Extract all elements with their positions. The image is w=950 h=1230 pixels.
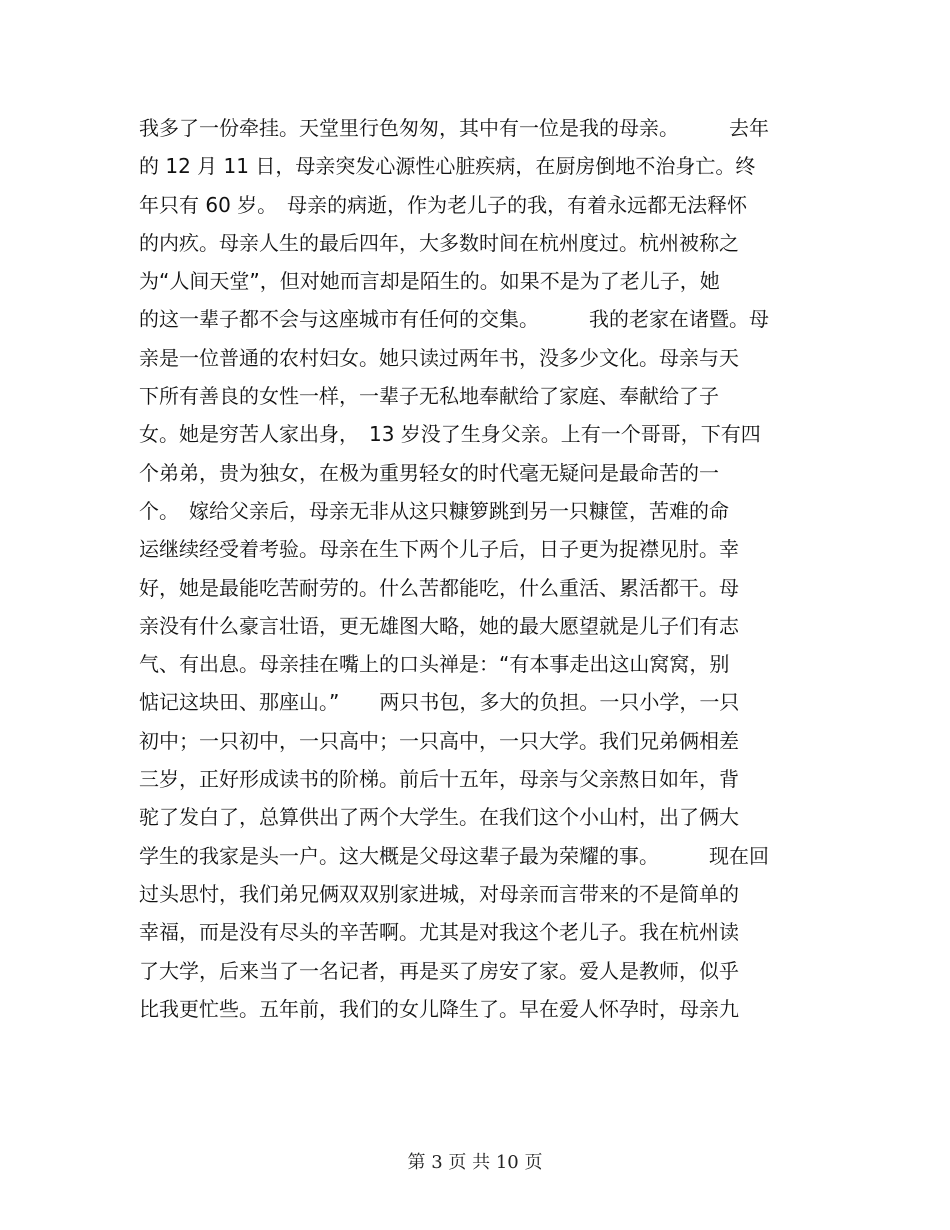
page-number-footer: 第 3 页 共 10 页 bbox=[407, 1152, 543, 1173]
text-line: 学生的我家是头一户。这大概是父母这辈子最为荣耀的事。 现在回 bbox=[139, 843, 769, 868]
text-line: 亲没有什么豪言壮语，更无雄图大略，她的最大愿望就是儿子们有志 bbox=[139, 613, 739, 638]
text-line: 初中；一只初中，一只高中；一只高中，一只大学。我们兄弟俩相差 bbox=[139, 728, 739, 753]
text-line: 驼了发白了，总算供出了两个大学生。在我们这个小山村，出了俩大 bbox=[139, 805, 739, 830]
text-line: 的 12 月 11 日，母亲突发心源性心脏疾病，在厨房倒地不治身亡。终 bbox=[139, 154, 756, 179]
text-line: 过头思忖，我们弟兄俩双双别家进城，对母亲而言带来的不是简单的 bbox=[139, 881, 739, 906]
text-line: 的这一辈子都不会与这座城市有任何的交集。 我的老家在诸暨。母 bbox=[139, 307, 769, 332]
text-line: 个弟弟，贵为独女，在极为重男轻女的时代毫无疑问是最命苦的一 bbox=[139, 460, 719, 485]
text-line: 了大学，后来当了一名记者，再是买了房安了家。爱人是教师，似乎 bbox=[139, 958, 739, 983]
text-line: 比我更忙些。五年前，我们的女儿降生了。早在爱人怀孕时，母亲九 bbox=[139, 996, 739, 1021]
body-text bbox=[139, 109, 829, 1028]
text-line: 亲是一位普通的农村妇女。她只读过两年书，没多少文化。母亲与天 bbox=[139, 345, 739, 370]
text-line: 幸福，而是没有尽头的辛苦啊。尤其是对我这个老儿子。我在杭州读 bbox=[139, 920, 739, 945]
text-line: 个。 嫁给父亲后，母亲无非从这只糠箩跳到另一只糠筐，苦难的命 bbox=[139, 498, 729, 523]
text-line: 的内疚。母亲人生的最后四年，大多数时间在杭州度过。杭州被称之 bbox=[139, 230, 739, 255]
text-line: 为“人间天堂”，但对她而言却是陌生的。如果不是为了老儿子，她 bbox=[139, 269, 720, 294]
text-line: 惦记这块田、那座山。” 两只书包，多大的负担。一只小学，一只 bbox=[139, 690, 740, 715]
text-line: 运继续经受着考验。母亲在生下两个儿子后，日子更为捉襟见肘。幸 bbox=[139, 537, 739, 562]
text-line: 女。她是穷苦人家出身， 13 岁没了生身父亲。上有一个哥哥，下有四 bbox=[139, 422, 761, 447]
text-line: 年只有 60 岁。 母亲的病逝，作为老儿子的我，有着永远都无法释怀 bbox=[139, 192, 748, 217]
text-line: 好，她是最能吃苦耐劳的。什么苦都能吃，什么重活、累活都干。母 bbox=[139, 575, 739, 600]
text-line: 我多了一份牵挂。天堂里行色匆匆，其中有一位是我的母亲。 去年 bbox=[139, 116, 769, 140]
text-line: 气、有出息。母亲挂在嘴上的口头禅是：“有本事走出这山窝窝，别 bbox=[139, 652, 730, 677]
text-line: 三岁，正好形成读书的阶梯。前后十五年，母亲与父亲熬日如年，背 bbox=[139, 767, 739, 792]
text-line: 下所有善良的女性一样，一辈子无私地奉献给了家庭、奉献给了子 bbox=[139, 384, 719, 409]
